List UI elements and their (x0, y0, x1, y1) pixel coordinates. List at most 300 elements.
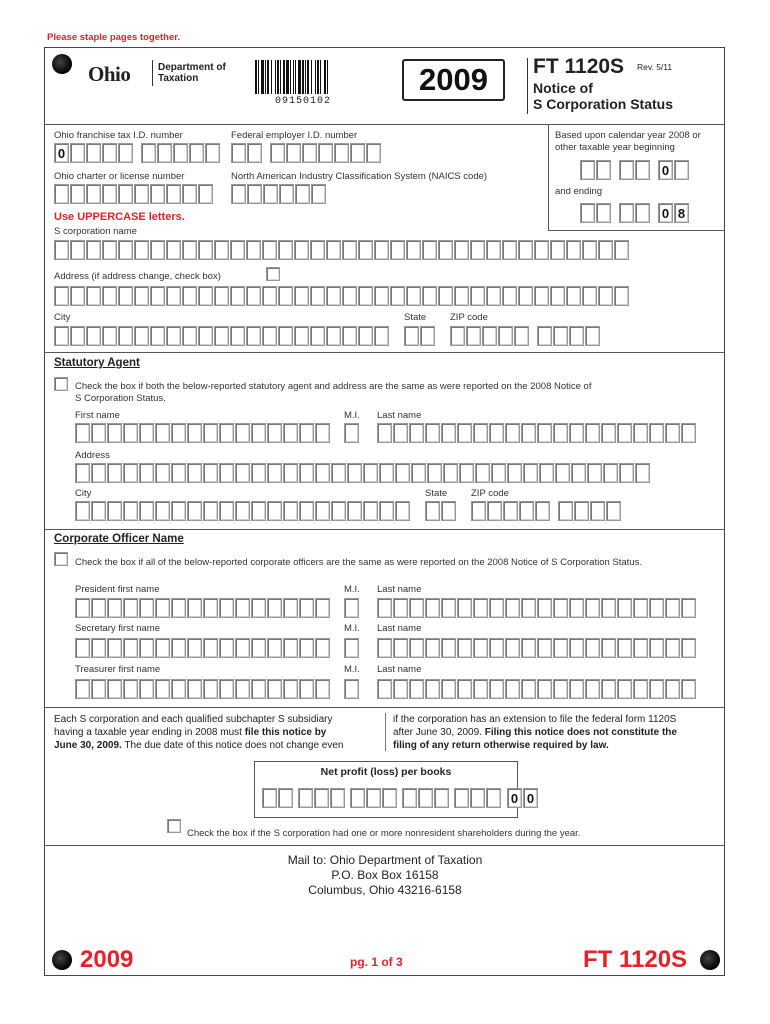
char-box[interactable] (518, 286, 533, 306)
char-box[interactable] (267, 679, 282, 699)
char-box[interactable] (283, 638, 298, 658)
char-box[interactable] (489, 423, 504, 443)
char-box[interactable] (70, 184, 85, 204)
char-box[interactable] (203, 598, 218, 618)
char-box[interactable] (219, 463, 234, 483)
char-box[interactable] (489, 638, 504, 658)
char-box[interactable] (182, 240, 197, 260)
char-box[interactable] (358, 240, 373, 260)
char-box[interactable] (91, 463, 106, 483)
char-box[interactable] (425, 423, 440, 443)
char-box[interactable] (157, 143, 172, 163)
char-box[interactable] (457, 423, 472, 443)
char-box[interactable] (590, 501, 605, 521)
char-box[interactable] (326, 326, 341, 346)
char-box[interactable] (674, 160, 689, 180)
char-box[interactable] (411, 463, 426, 483)
char-box[interactable] (134, 286, 149, 306)
char-box[interactable] (203, 423, 218, 443)
char-box[interactable] (395, 501, 410, 521)
char-box[interactable] (601, 598, 616, 618)
char-box[interactable] (150, 326, 165, 346)
char-box[interactable] (498, 326, 513, 346)
char-box[interactable] (587, 463, 602, 483)
char-box[interactable] (580, 160, 595, 180)
char-box[interactable] (187, 638, 202, 658)
char-box[interactable] (118, 143, 133, 163)
char-box[interactable] (295, 184, 310, 204)
char-box[interactable] (235, 679, 250, 699)
char-box[interactable] (91, 501, 106, 521)
char-box[interactable] (123, 501, 138, 521)
char-box[interactable] (569, 679, 584, 699)
char-box[interactable] (342, 240, 357, 260)
char-box[interactable] (473, 598, 488, 618)
char-box[interactable] (427, 463, 442, 483)
char-box[interactable] (473, 638, 488, 658)
char-box[interactable] (425, 598, 440, 618)
char-box[interactable] (580, 203, 595, 223)
char-box[interactable] (347, 501, 362, 521)
char-box[interactable] (214, 240, 229, 260)
char-box[interactable] (139, 423, 154, 443)
char-box[interactable] (558, 501, 573, 521)
char-box[interactable] (486, 788, 501, 808)
char-box[interactable] (475, 463, 490, 483)
char-box[interactable] (649, 423, 664, 443)
fein-input[interactable] (231, 143, 382, 163)
char-box[interactable] (198, 286, 213, 306)
char-box[interactable] (150, 240, 165, 260)
char-box[interactable] (519, 501, 534, 521)
char-box[interactable] (402, 788, 417, 808)
char-box[interactable] (406, 286, 421, 306)
treasurer-mi-input[interactable] (344, 679, 360, 699)
char-box[interactable] (665, 638, 680, 658)
char-box[interactable] (487, 501, 502, 521)
char-box[interactable] (107, 463, 122, 483)
cents-box[interactable]: 0 (507, 788, 522, 808)
char-box[interactable] (299, 463, 314, 483)
char-box[interactable] (198, 240, 213, 260)
char-box[interactable] (86, 143, 101, 163)
char-box[interactable] (393, 638, 408, 658)
president-last-input[interactable] (377, 598, 697, 618)
char-box[interactable] (278, 286, 293, 306)
char-box[interactable] (235, 501, 250, 521)
char-box[interactable] (601, 679, 616, 699)
char-box[interactable] (91, 423, 106, 443)
char-box[interactable] (366, 143, 381, 163)
char-box[interactable] (203, 463, 218, 483)
char-box[interactable] (155, 423, 170, 443)
char-box[interactable] (619, 463, 634, 483)
char-box[interactable] (166, 240, 181, 260)
char-box[interactable] (107, 598, 122, 618)
char-box[interactable] (422, 240, 437, 260)
char-box[interactable] (585, 638, 600, 658)
char-box[interactable] (294, 326, 309, 346)
period-end-input[interactable] (580, 203, 690, 223)
char-box[interactable] (298, 788, 313, 808)
char-box[interactable] (331, 463, 346, 483)
char-box[interactable] (118, 184, 133, 204)
char-box[interactable] (283, 423, 298, 443)
agent-mi-input[interactable] (344, 423, 360, 443)
char-box[interactable] (377, 598, 392, 618)
char-box[interactable] (123, 638, 138, 658)
char-box[interactable] (617, 638, 632, 658)
char-box[interactable] (182, 184, 197, 204)
char-box[interactable] (553, 326, 568, 346)
char-box[interactable] (649, 598, 664, 618)
char-box[interactable] (441, 501, 456, 521)
char-box[interactable] (182, 326, 197, 346)
char-box[interactable] (91, 679, 106, 699)
char-box[interactable] (315, 679, 330, 699)
char-box[interactable] (434, 788, 449, 808)
char-box[interactable] (438, 286, 453, 306)
char-box[interactable] (123, 463, 138, 483)
char-box[interactable] (54, 240, 69, 260)
franchise-id-input[interactable] (54, 143, 221, 163)
char-box[interactable] (267, 638, 282, 658)
state-input[interactable] (404, 326, 436, 346)
char-box[interactable] (505, 423, 520, 443)
secretary-first-input[interactable] (75, 638, 331, 658)
char-box[interactable] (318, 143, 333, 163)
char-box[interactable] (441, 679, 456, 699)
char-box[interactable] (171, 679, 186, 699)
char-box[interactable] (107, 423, 122, 443)
char-box[interactable] (86, 326, 101, 346)
char-box[interactable] (614, 240, 629, 260)
char-box[interactable] (635, 463, 650, 483)
char-box[interactable] (283, 679, 298, 699)
char-box[interactable] (505, 679, 520, 699)
char-box[interactable] (374, 326, 389, 346)
char-box[interactable] (681, 423, 696, 443)
char-box[interactable] (489, 598, 504, 618)
char-box[interactable] (344, 638, 359, 658)
char-box[interactable] (102, 143, 117, 163)
char-box[interactable] (155, 463, 170, 483)
char-box[interactable] (315, 423, 330, 443)
city-input[interactable] (54, 326, 390, 346)
char-box[interactable] (603, 463, 618, 483)
char-box[interactable] (473, 423, 488, 443)
char-box[interactable] (310, 326, 325, 346)
char-box[interactable] (420, 326, 435, 346)
char-box[interactable] (379, 501, 394, 521)
char-box[interactable] (393, 679, 408, 699)
char-box[interactable] (635, 203, 650, 223)
char-box[interactable] (422, 286, 437, 306)
char-box[interactable] (102, 184, 117, 204)
char-box[interactable] (470, 286, 485, 306)
char-box[interactable] (251, 679, 266, 699)
char-box[interactable] (279, 184, 294, 204)
char-box[interactable] (267, 501, 282, 521)
char-box[interactable] (214, 326, 229, 346)
char-box[interactable] (219, 501, 234, 521)
char-box[interactable] (571, 463, 586, 483)
char-box[interactable] (230, 286, 245, 306)
char-box[interactable] (596, 203, 611, 223)
char-box[interactable] (470, 788, 485, 808)
naics-input[interactable] (231, 184, 327, 204)
char-box[interactable] (171, 598, 186, 618)
char-box[interactable] (171, 501, 186, 521)
char-box[interactable] (150, 286, 165, 306)
char-box[interactable] (70, 326, 85, 346)
char-box[interactable] (502, 240, 517, 260)
char-box[interactable] (299, 501, 314, 521)
char-box[interactable] (198, 326, 213, 346)
char-box[interactable]: 0 (658, 160, 673, 180)
char-box[interactable] (262, 240, 277, 260)
char-box[interactable] (619, 203, 634, 223)
char-box[interactable] (681, 679, 696, 699)
char-box[interactable] (326, 286, 341, 306)
agent-same-checkbox[interactable] (54, 377, 68, 391)
char-box[interactable] (523, 463, 538, 483)
char-box[interactable] (344, 679, 359, 699)
char-box[interactable] (553, 679, 568, 699)
char-box[interactable] (235, 463, 250, 483)
charter-input[interactable] (54, 184, 214, 204)
char-box[interactable] (247, 184, 262, 204)
char-box[interactable] (377, 679, 392, 699)
char-box[interactable] (344, 598, 359, 618)
char-box[interactable] (139, 463, 154, 483)
char-box[interactable] (619, 160, 634, 180)
char-box[interactable] (457, 638, 472, 658)
char-box[interactable] (342, 326, 357, 346)
char-box[interactable] (665, 598, 680, 618)
agent-first-name-input[interactable] (75, 423, 331, 443)
char-box[interactable] (263, 184, 278, 204)
char-box[interactable] (54, 326, 69, 346)
char-box[interactable] (665, 679, 680, 699)
char-box[interactable] (171, 423, 186, 443)
char-box[interactable] (187, 598, 202, 618)
char-box[interactable] (166, 184, 181, 204)
char-box[interactable] (235, 598, 250, 618)
char-box[interactable] (139, 638, 154, 658)
char-box[interactable] (457, 679, 472, 699)
char-box[interactable] (539, 463, 554, 483)
char-box[interactable] (521, 598, 536, 618)
char-box[interactable] (283, 598, 298, 618)
char-box[interactable] (231, 184, 246, 204)
char-box[interactable] (54, 286, 69, 306)
char-box[interactable] (251, 638, 266, 658)
char-box[interactable] (102, 240, 117, 260)
char-box[interactable] (278, 240, 293, 260)
char-box[interactable] (139, 679, 154, 699)
char-box[interactable] (246, 286, 261, 306)
char-box[interactable] (505, 598, 520, 618)
char-box[interactable] (155, 598, 170, 618)
char-box[interactable] (358, 286, 373, 306)
char-box[interactable] (246, 240, 261, 260)
char-box[interactable] (278, 326, 293, 346)
char-box[interactable] (91, 638, 106, 658)
char-box[interactable] (457, 598, 472, 618)
char-box[interactable] (283, 501, 298, 521)
char-box[interactable]: 0 (54, 143, 69, 163)
char-box[interactable] (286, 143, 301, 163)
char-box[interactable] (537, 638, 552, 658)
char-box[interactable] (649, 679, 664, 699)
char-box[interactable] (107, 638, 122, 658)
char-box[interactable] (382, 788, 397, 808)
zip-input[interactable] (450, 326, 601, 346)
cents-box[interactable]: 0 (523, 788, 538, 808)
char-box[interactable] (409, 598, 424, 618)
char-box[interactable] (150, 184, 165, 204)
char-box[interactable] (534, 286, 549, 306)
char-box[interactable] (310, 240, 325, 260)
char-box[interactable] (582, 286, 597, 306)
char-box[interactable] (617, 598, 632, 618)
char-box[interactable] (235, 638, 250, 658)
nonresident-checkbox[interactable] (167, 819, 181, 833)
char-box[interactable] (377, 423, 392, 443)
char-box[interactable] (537, 423, 552, 443)
char-box[interactable] (665, 423, 680, 443)
char-box[interactable] (521, 638, 536, 658)
char-box[interactable] (450, 326, 465, 346)
char-box[interactable] (555, 463, 570, 483)
char-box[interactable] (171, 638, 186, 658)
char-box[interactable] (482, 326, 497, 346)
char-box[interactable] (246, 326, 261, 346)
char-box[interactable] (251, 423, 266, 443)
char-box[interactable] (70, 240, 85, 260)
char-box[interactable] (569, 598, 584, 618)
char-box[interactable] (350, 143, 365, 163)
char-box[interactable] (363, 501, 378, 521)
char-box[interactable] (470, 240, 485, 260)
char-box[interactable] (537, 598, 552, 618)
char-box[interactable] (118, 240, 133, 260)
char-box[interactable] (491, 463, 506, 483)
char-box[interactable] (363, 463, 378, 483)
char-box[interactable] (203, 679, 218, 699)
char-box[interactable] (489, 679, 504, 699)
char-box[interactable] (310, 286, 325, 306)
period-begin-input[interactable] (580, 160, 690, 180)
char-box[interactable] (270, 143, 285, 163)
char-box[interactable] (569, 326, 584, 346)
char-box[interactable] (247, 143, 262, 163)
char-box[interactable] (390, 286, 405, 306)
char-box[interactable] (379, 463, 394, 483)
char-box[interactable] (377, 638, 392, 658)
char-box[interactable] (454, 788, 469, 808)
char-box[interactable] (459, 463, 474, 483)
char-box[interactable] (278, 788, 293, 808)
char-box[interactable] (54, 184, 69, 204)
char-box[interactable] (502, 286, 517, 306)
char-box[interactable] (441, 638, 456, 658)
char-box[interactable] (409, 679, 424, 699)
char-box[interactable] (187, 423, 202, 443)
treasurer-last-input[interactable] (377, 679, 697, 699)
char-box[interactable] (681, 638, 696, 658)
char-box[interactable] (75, 463, 90, 483)
char-box[interactable] (566, 286, 581, 306)
char-box[interactable] (198, 184, 213, 204)
agent-address-input[interactable] (75, 463, 651, 483)
char-box[interactable] (102, 326, 117, 346)
char-box[interactable] (123, 423, 138, 443)
president-mi-input[interactable] (344, 598, 360, 618)
char-box[interactable] (91, 598, 106, 618)
char-box[interactable] (566, 240, 581, 260)
char-box[interactable] (409, 423, 424, 443)
char-box[interactable] (267, 423, 282, 443)
president-first-input[interactable] (75, 598, 331, 618)
char-box[interactable] (70, 143, 85, 163)
agent-zip-input[interactable] (471, 501, 622, 521)
char-box[interactable] (299, 638, 314, 658)
char-box[interactable] (235, 423, 250, 443)
char-box[interactable] (585, 679, 600, 699)
char-box[interactable] (123, 598, 138, 618)
char-box[interactable] (134, 240, 149, 260)
char-box[interactable] (219, 638, 234, 658)
char-box[interactable] (230, 326, 245, 346)
char-box[interactable] (75, 638, 90, 658)
char-box[interactable] (585, 326, 600, 346)
char-box[interactable] (141, 143, 156, 163)
char-box[interactable] (518, 240, 533, 260)
char-box[interactable] (251, 501, 266, 521)
char-box[interactable] (569, 423, 584, 443)
char-box[interactable] (155, 679, 170, 699)
char-box[interactable] (395, 463, 410, 483)
char-box[interactable] (294, 286, 309, 306)
char-box[interactable] (173, 143, 188, 163)
char-box[interactable] (633, 598, 648, 618)
char-box[interactable] (503, 501, 518, 521)
officers-same-checkbox[interactable] (54, 552, 68, 566)
char-box[interactable] (230, 240, 245, 260)
char-box[interactable] (299, 423, 314, 443)
char-box[interactable] (438, 240, 453, 260)
char-box[interactable] (75, 679, 90, 699)
char-box[interactable] (550, 286, 565, 306)
char-box[interactable] (267, 598, 282, 618)
char-box[interactable] (601, 638, 616, 658)
char-box[interactable] (86, 286, 101, 306)
agent-last-name-input[interactable] (377, 423, 697, 443)
char-box[interactable] (262, 788, 277, 808)
char-box[interactable] (118, 286, 133, 306)
char-box[interactable] (118, 326, 133, 346)
char-box[interactable] (187, 501, 202, 521)
char-box[interactable] (219, 598, 234, 618)
char-box[interactable]: 8 (674, 203, 689, 223)
char-box[interactable] (262, 286, 277, 306)
char-box[interactable] (219, 679, 234, 699)
char-box[interactable] (374, 240, 389, 260)
char-box[interactable] (311, 184, 326, 204)
char-box[interactable] (535, 501, 550, 521)
